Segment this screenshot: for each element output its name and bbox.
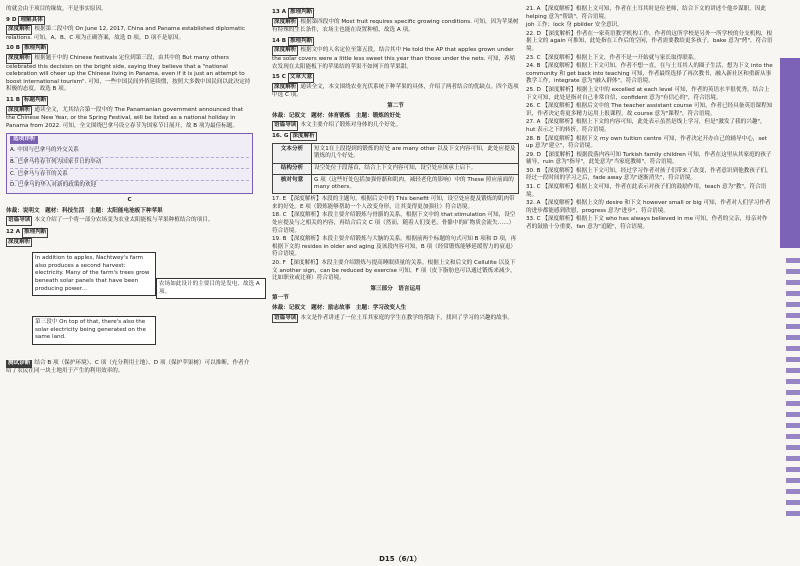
section-1-title: 第一节: [272, 295, 289, 302]
side-tab-bar: [786, 489, 800, 494]
side-tab-bar: [786, 434, 800, 439]
passage-e-guide: 语篇导读 本文是作者讲述了一位土耳其家庭的学生在教学的帮助下，找回了学习的兴趣的故事。: [272, 314, 519, 324]
q24-text: 24. B 【深度解析】根据上下文可知，作者不想一直，在与土耳其人的圈子生活，想为下文 into the community 和 get back into teaching 可知，作者最终选择了再次教书，融入新社区和重新从事教学工作，integrate 意为"融入群体"，符合语境。: [526, 63, 773, 85]
q14-head: 14 B 推理判断: [272, 37, 519, 47]
analysis-table: [272, 143, 519, 194]
side-tab-bar: [786, 291, 800, 296]
side-tab-bar: [786, 269, 800, 274]
q13-head: 13 A 推理判断: [272, 8, 519, 18]
q10-head: 10 B 推理判断: [6, 44, 253, 54]
q19-text: 19. B 【深度解析】本段主要介绍锻炼与大脑的关系。根据前两个标题的句式可知 B 项和 D 项，再根据下文的 resides in older and aging 及该段内容可知，B 项（经常锻炼能够延缓智力的衰退）符合语境。: [272, 236, 517, 258]
q28-text: 28. B 【深度解析】根据下文 my own tuition centre 可知，作者决定开办自己的辅导中心，set up 意为"建立"，符合语境。: [526, 135, 767, 150]
side-tab-bar: [786, 390, 800, 395]
side-tab-bar: [786, 379, 800, 384]
side-tab-bar: [786, 368, 800, 373]
q9-head: 9 D 理解具体: [6, 16, 253, 26]
column-right: [526, 6, 773, 233]
q15-head: 15 C 文章大意: [272, 73, 519, 83]
passage-e-head: 体裁：记叙文 题材：励志故事 主题：学习改变人生: [272, 305, 407, 311]
q11-text: 深度解析 通读全文，尤其结合第一段中的 The Panamanian government announced that the Chinese New Year, or the Spring Festival, will be listed as a national holiday in Panama from 2022. 可知，全文围绕巴拿马设立春节为国家节日展开，故 B 项为最佳标题。: [6, 106, 244, 129]
options-box: [6, 133, 253, 194]
passage-c-head: 体裁：说明文 题材：科技生活 主题：太阳能电池板下种苹果: [6, 207, 163, 214]
side-tab-bar: [786, 467, 800, 472]
q26-text: 26. C 【深度解析】根据后文中的 The teacher assistant course 可知，作者已经具备英语课程知识，作者决定将更多精力运用上报课程，故 course 意为"课程"，符合语境。: [526, 103, 773, 117]
part-3-title: 第三部分 语言运用: [370, 285, 421, 292]
q14-text: 深度解析 根据文中的人名定位至第五段，结合其中 He told the AP that apples grown under the solar covers were a little less sweet this year than those under the nets. 可知，养殖农发现在太阳能板下的苹果结的苹果不如网下的苹果甜。: [272, 47, 516, 70]
quote-box-1: In addition to apples, Nachtwey's farm also produces a second harvest: electricity. Many of the farm's trees grow beneath solar panels that have been producing power...: [32, 252, 156, 296]
options-box-title: 选项详析: [10, 136, 38, 144]
passage-letter: C: [127, 197, 132, 204]
side-tab-bar: [786, 324, 800, 329]
q30-text: 30. B 【深度解析】根据上下文可知，经过学习作者对孩子们带来了改变，作者意识到他教孩子们，经过一段时间的学习之后，fade away 意为"逐渐消失"，符合语境。: [526, 167, 772, 182]
q18-text: 18. C 【深度解析】本段主要介绍锻炼与骨骼的关系。根据下文中的 that stimulation 可知，设空处应提及与之相关的内容，再结合后文 C 项（然而，随着人们变老，骨骼中的矿物质会流失……）符合语境。: [272, 212, 516, 234]
side-tab-bar: [786, 280, 800, 285]
note-box: 农场如此设计的主要目的是发电，故选 A 项。: [156, 278, 266, 299]
q32-text: 32. A 【深度解析】根据上文的 desire 和下文 however small or big 可知，作者对人们学习作者的进步都能感到欣慰，progress 意为"进步"，符合语境。: [526, 200, 771, 214]
q20-text: 20. F 【深度解析】本段主要介绍锻炼与提高睡眠质量的关系。根据上文和后文的 Cellulite 以及下文 another sign，can be reduced by exercise 可知，F 项（皮下脂肪也可以通过锻炼来减少，比如职业或比赛）符合语境。: [272, 260, 516, 282]
passage-d-head: 体裁：记叙文 题材：体育锻炼 主题：锻炼的好处: [272, 112, 401, 119]
side-tab-bar: [786, 423, 800, 428]
study-note: 测试诊断 结合 B 项（保护环境）、C 项（充分利用土地）、D 项（保护苹果树）可以推断，作者介绍了农民在同一块土地用于产生的利用效率的。: [6, 360, 250, 374]
passage-d-guide: 语篇导读 本文主要介绍了锻炼对身体的几个好处。: [272, 121, 519, 131]
quote-box-2: 第三段中 On top of that, there's also the solar electricity being generated on the same land.: [32, 316, 156, 345]
q31-text: 31. C 【深度解析】根据上文可知，作者在此表示对孩子们的鼓励作用，teach 意为"教"，符合语境。: [526, 184, 767, 198]
q22-text: 22. D 【深度解析】作者在一家英语教学机构工作，作者的这所学校是另外一所学校的分支机构，根据上文的 again 可推知，此处指在工作后的空闲，作者需要教给更多孩子。bake 意为"烤"，符合语境。: [526, 30, 773, 52]
side-tab-bar: [786, 478, 800, 483]
side-tab-highlight: [780, 58, 800, 248]
q11-head: 11 B 标题判断: [6, 96, 253, 106]
option-c: C. 巴拿马与春节的关系: [10, 169, 249, 181]
q21-text: 21. A 【深度解析】根据上文可知，作者在土耳其时是位老师，结合下文的讲述个他乡谋职，因此 helping 意为"帮助"，符合语境。: [526, 6, 767, 20]
table-row: 核对句意 G 项（这些好处包括加强骨骼和肌肉，减轻老化的影响）中的 These 照应前面的 many others。: [273, 175, 519, 194]
option-d: D. 巴拿马的华人对新的政策的欢迎: [10, 182, 97, 189]
q13-text: 深度解析 根据第四段中的 Most fruit requires specific growing conditions. 可知，因为苹果树有特殊的生长条件，农场主也能在设置种植，故选 A 项。: [272, 18, 519, 34]
passage-c-guide: 语篇导读 本文介绍了一个将一部分农场变为农业太阳能板与苹果种植结合的项目。: [6, 216, 253, 226]
q17-text: 17. E 【深度解析】本段的主题句，根据后文中的 This benefit 可知，设空处应提及锻炼的肌肉带来的好处。E 项（锻炼能够帮助一个人改变身形，让其变得更加强壮）符合语境。: [272, 196, 515, 210]
section-2-title: 第二节: [387, 102, 404, 109]
diagram-area: [6, 248, 260, 360]
q33-text: 33. C 【深度解析】根据上下文 who has always believed in me 可知，作者的父亲，母亲对作者的鼓励十分重要，fan 意为"追随"，符合语境。: [526, 216, 768, 231]
q12-head: 12 A 推理判断: [6, 228, 253, 238]
side-tab-bar: [786, 258, 800, 263]
option-b: B. 巴拿马将春节列为国家节日的举动: [10, 158, 249, 170]
q12-analysis-tag: 深度解析: [6, 238, 253, 248]
option-a: A. 中国与巴拿马的外交关系: [10, 146, 249, 158]
table-row: 文本分析 短文1在上段提到的锻炼的好处 are many other 以及下文内容可知，此处应提及锻炼的几个好处。: [273, 144, 519, 163]
side-tab-bar: [786, 357, 800, 362]
side-tab-bar: [786, 500, 800, 505]
intro-text: 的就会由于项目的缘故，不是事实原因。: [6, 6, 107, 12]
q29-text: 29. D 【深度解析】根据段落内容可知 Turkish family children 可知，作者在这里从其家庭的孩子辅导，ruin 意为"指导"，此处意为"当家庭教师"，符合语境。: [526, 151, 772, 166]
side-tab-bar: [786, 511, 800, 516]
side-tab-bar: [786, 456, 800, 461]
q27-text: 27. A 【深度解析】根据上下文的内容可知，此处表示虽然是线上学习，但是"激发了我的兴趣"，hut 表示之下的转折，符合语境。: [526, 119, 766, 133]
side-tab-bar: [786, 445, 800, 450]
side-tab-bar: [786, 346, 800, 351]
q9-text: 深度解析 根据第二段中的 On June 12, 2017, China and Panama established diplomatic relations. 可知，A、B、C 项为正确答案，故选 D 项。D 项不是原因。: [6, 26, 245, 41]
q10-text: 深度解析 根据题干中的 Chinese festivals 定位到第三段，由其中的 But many others celebrated this decision on the bright side, saying they believe that a "national celebration will cheer up the Chinese living in Panama, even if it is just an attempt to boost international tourism". 可知，一些中国民间外侨延续惯，按照大多数中国民间以此决定持积极的态度。故选 B 项。: [6, 54, 251, 93]
q25-text: 25. D 【深度解析】根据上文中的 excelled at each level 可知，作者的英语水平很优秀，结合上下文可知，此处是指对自己非常自信，confident 意为"有信心的"，符合语境。: [526, 86, 770, 101]
side-tab-bar: [786, 302, 800, 307]
column-left: [6, 6, 260, 376]
q21-note: joh 工作；lock 身 pbilder 安全意识。: [526, 22, 623, 29]
q16-head: 16. G 深度解析: [272, 132, 519, 142]
column-middle: [272, 6, 519, 324]
table-row: 结构分析 设空处位于段落首，结合上下文内容可知，设空处应该承上启下。: [273, 163, 519, 175]
side-tab-bar: [786, 401, 800, 406]
side-tab-bar: [786, 412, 800, 417]
side-tab-bar: [786, 335, 800, 340]
side-tab-bar: [786, 313, 800, 318]
page-number: D15（6/1）: [379, 555, 421, 563]
q23-text: 23. C 【深度解析】根据上下文，作者不是一开始就与家长取得联系。: [526, 54, 699, 61]
q15-text: 深度解析 通读全文，本文围绕农业光伏系统下种苹果的具体，介绍了两者结合的优缺点。四个选项中选 C 项。: [272, 83, 519, 99]
